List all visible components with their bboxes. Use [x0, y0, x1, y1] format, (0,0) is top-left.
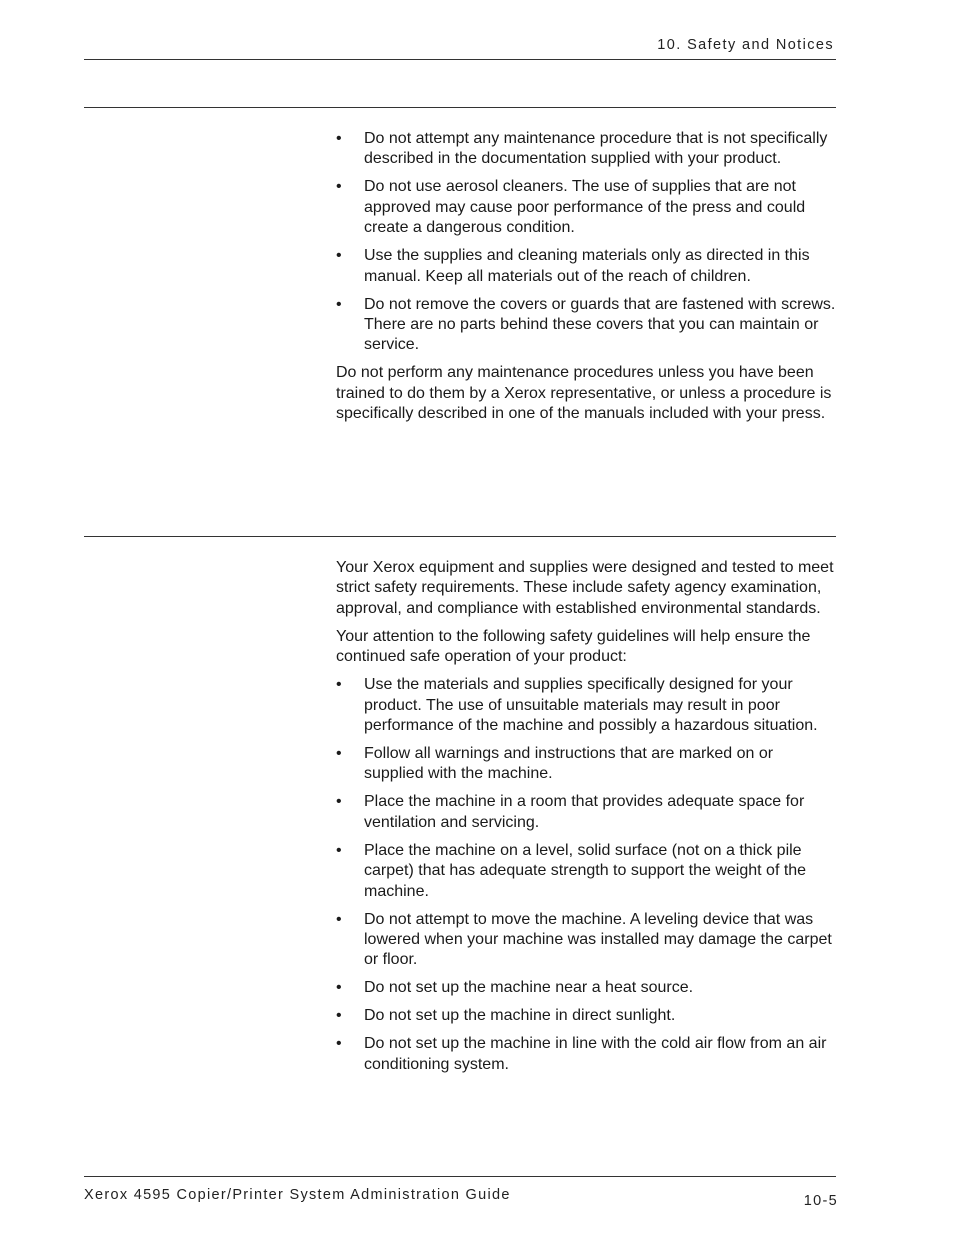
bullet-icon: • — [336, 247, 342, 265]
list-item-text: Follow all warnings and instructions that are marked on or supplied with the machine. — [364, 745, 774, 783]
list-item-text: Do not remove the covers or guards that are fastened with screws. There are no parts behind these covers that you can maintain or service. — [364, 295, 836, 354]
list-item — [336, 129, 836, 170]
bullet-icon: • — [336, 979, 342, 997]
list-item — [336, 295, 836, 356]
list-item — [336, 1006, 836, 1026]
list-item — [336, 792, 836, 833]
list-item — [336, 675, 836, 736]
running-header: 10. Safety and Notices — [657, 37, 834, 53]
list-item — [336, 1034, 836, 1075]
bullet-icon: • — [336, 910, 342, 928]
list-item-text: Do not attempt to move the machine. A leveling device that was lowered when your machine was installed may damage the carpet or floor. — [364, 910, 832, 969]
list-item — [336, 841, 836, 902]
bullet-icon: • — [336, 1035, 342, 1053]
section2-guidelines-paragraph: Your attention to the following safety guidelines will help ensure the continued safe operation of your product: — [336, 627, 811, 666]
header-rule — [84, 59, 836, 60]
section1-rule — [84, 107, 836, 108]
list-item — [336, 177, 836, 238]
list-item-text: Place the machine on a level, solid surface (not on a thick pile carpet) that has adequate strength to support the weight of the machine. — [364, 841, 807, 900]
list-item-text: Place the machine in a room that provides adequate space for ventilation and servicing. — [364, 793, 805, 831]
list-item-text: Use the supplies and cleaning materials only as directed in this manual. Keep all materials out of the reach of children. — [364, 247, 810, 285]
bullet-icon: • — [336, 841, 342, 859]
section1-body — [336, 129, 836, 432]
bullet-icon: • — [336, 295, 342, 313]
bullet-icon: • — [336, 130, 342, 147]
page-number: 10-5 — [803, 1193, 838, 1209]
section2-body — [336, 558, 836, 1083]
bullet-icon: • — [336, 745, 342, 763]
footer-rule — [84, 1176, 836, 1177]
section2-bullet-list — [336, 675, 836, 1075]
list-item-text: Do not attempt any maintenance procedure that is not specifically described in the documentation supplied with your product. — [364, 130, 828, 168]
section2-rule — [84, 536, 836, 537]
list-item-text: Do not set up the machine in direct sunlight. — [364, 1007, 676, 1025]
bullet-icon: • — [336, 793, 342, 811]
list-item — [336, 978, 836, 998]
list-item — [336, 910, 836, 971]
section1-closing-paragraph: Do not perform any maintenance procedures unless you have been trained to do them by a Xerox representative, or unless a procedure is specifically described in one of the manuals included with your press. — [336, 364, 832, 423]
section1-bullet-list — [336, 129, 836, 356]
list-item-text: Do not use aerosol cleaners. The use of supplies that are not approved may cause poor performance of the press and could create a dangerous condition. — [364, 178, 806, 237]
list-item — [336, 744, 836, 785]
list-item-text: Do not set up the machine near a heat source. — [364, 979, 694, 997]
bullet-icon: • — [336, 178, 342, 196]
footer-title: Xerox 4595 Copier/Printer System Administration Guide — [84, 1187, 511, 1203]
section2-intro-paragraph: Your Xerox equipment and supplies were designed and tested to meet strict safety requirements. These include safety agency examination, approval, and compliance with established environmental standards. — [336, 559, 834, 617]
list-item-text: Do not set up the machine in line with the cold air flow from an air conditioning system. — [364, 1035, 827, 1073]
list-item-text: Use the materials and supplies specifically designed for your product. The use of unsuitable materials may result in poor performance of the machine and possibly a hazardous situation. — [364, 676, 818, 735]
bullet-icon: • — [336, 1007, 342, 1025]
bullet-icon: • — [336, 676, 342, 694]
list-item — [336, 246, 836, 287]
